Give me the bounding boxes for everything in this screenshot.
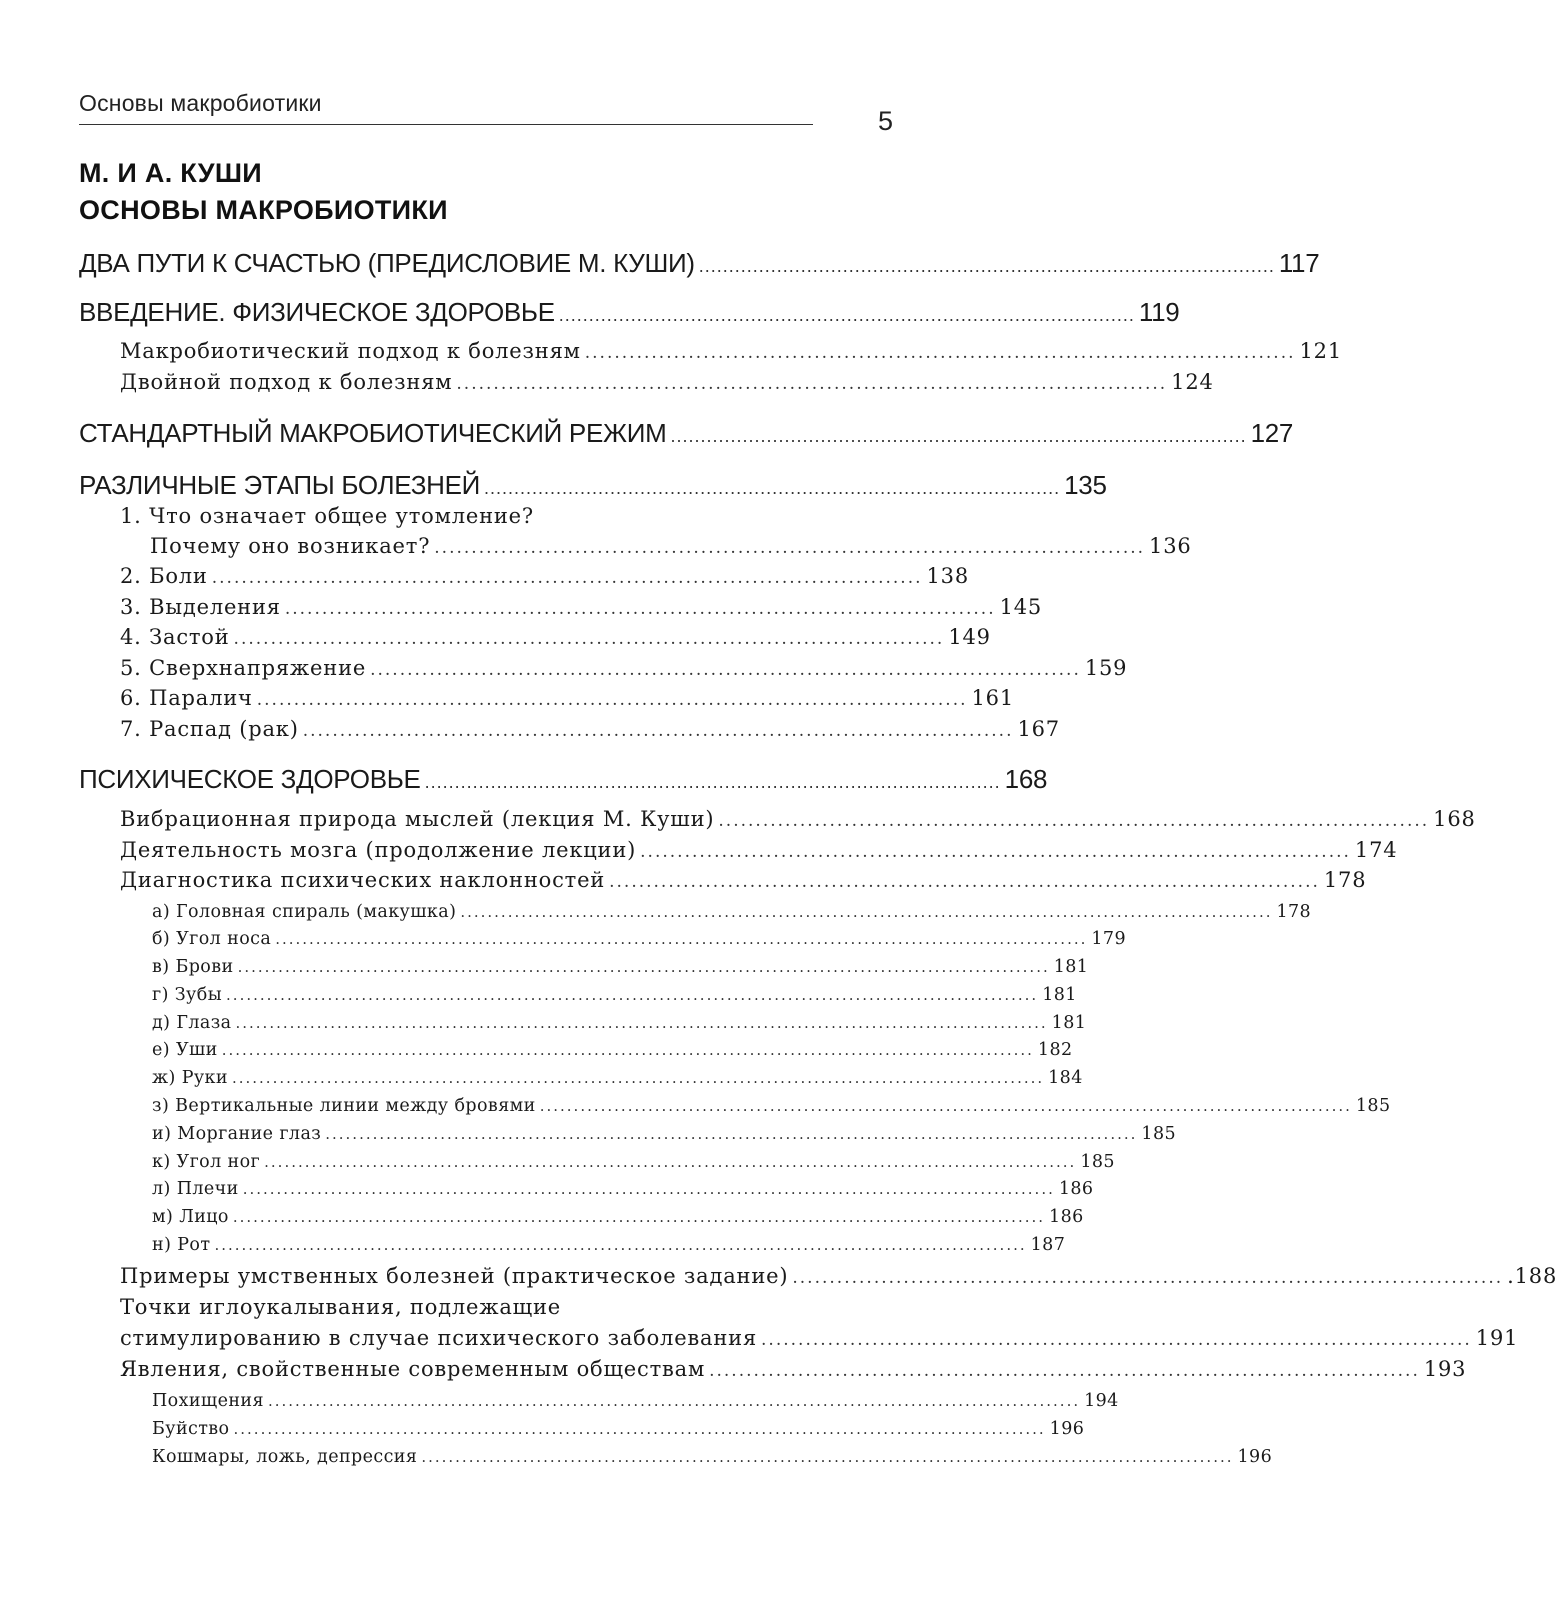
- toc-entry-label: 2. Боли: [120, 564, 208, 588]
- dot-leader: ........................................................................................................................: [231, 1069, 1045, 1087]
- toc-entry-page: 179: [1091, 929, 1126, 949]
- toc-subsubentry: [152, 1152, 1115, 1172]
- toc-entry-page: 191: [1475, 1326, 1519, 1350]
- toc-entry-page: 185: [1080, 1152, 1115, 1172]
- dot-leader: ................................................................................................: [761, 1330, 1472, 1350]
- toc-subentry: [120, 370, 1214, 394]
- dot-leader: ................................................................................................: [456, 374, 1168, 394]
- toc-entry-label: 7. Распад (рак): [120, 717, 299, 741]
- dot-leader: ........................................................................................................................: [460, 903, 1273, 921]
- toc-entry-label: Деятельность мозга (продолжение лекции): [120, 838, 637, 862]
- toc-entry-label: ж) Руки: [152, 1068, 228, 1088]
- toc-entry-label: Двойной подход к болезням: [120, 370, 453, 394]
- toc-entry-page: 182: [1037, 1040, 1073, 1060]
- toc-entry-label: Кошмары, ложь, депрессия: [152, 1447, 418, 1467]
- dot-leader: ........................................................................................................................: [235, 1014, 1048, 1032]
- toc-entry-page: 181: [1051, 1013, 1087, 1033]
- toc-subsubentry: [152, 1235, 1066, 1255]
- toc-entry-label: а) Головная спираль (макушка): [152, 902, 457, 922]
- toc-entry-label: г) Зубы: [152, 985, 223, 1005]
- toc-subsubentry: [152, 1447, 1273, 1467]
- dot-leader: ................................................................................................: [284, 599, 996, 619]
- dot-leader: ........................................................................................................................: [233, 1420, 1046, 1438]
- toc-entry-label: м) Лицо: [152, 1207, 229, 1227]
- running-title: Основы макробиотики: [79, 90, 322, 116]
- dot-leader: ................................................................................................: [558, 305, 1135, 325]
- toc-subentry-line: 1. Что означает общее утомление?: [120, 504, 534, 528]
- dot-leader: ........................................................................................................................: [232, 1208, 1046, 1226]
- toc-entry-label: 3. Выделения: [120, 595, 281, 619]
- toc-entry-page: 121: [1299, 339, 1342, 363]
- toc-entry-page: 178: [1323, 868, 1367, 892]
- toc-entry-page: 138: [926, 564, 969, 588]
- toc-entry-page: 159: [1084, 656, 1128, 680]
- toc-entry-regime: [79, 418, 1294, 449]
- toc-subentry-line: Точки иглоукалывания, подлежащие: [120, 1295, 562, 1319]
- toc-entry-label: е) Уши: [152, 1040, 218, 1060]
- toc-subsubentry: [152, 1179, 1094, 1199]
- toc-entry-label: к) Угол ног: [152, 1152, 261, 1172]
- toc-subsubentry: [152, 957, 1089, 977]
- toc-subentry: [120, 717, 1060, 741]
- dot-leader: ........................................................................................................................: [221, 1041, 1034, 1059]
- toc-entry-label: в) Брови: [152, 957, 234, 977]
- dot-leader: ................................................................................................: [256, 690, 968, 710]
- dot-leader: ................................................................................................: [424, 772, 1001, 792]
- toc-entry-page: 174: [1354, 838, 1398, 862]
- dot-leader: ........................................................................................................................: [237, 958, 1050, 976]
- toc-entry-label: Явления, свойственные современным обществам: [120, 1357, 706, 1381]
- toc-entry-label: 6. Паралич: [120, 686, 253, 710]
- dot-leader: ........................................................................................................................: [264, 1153, 1077, 1171]
- toc-subsubentry: [152, 1096, 1391, 1116]
- toc-entry-page: 145: [999, 595, 1043, 619]
- toc-subentry: [120, 339, 1342, 363]
- toc-entry-label: Буйство: [152, 1419, 230, 1439]
- toc-entry-page: 167: [1017, 717, 1060, 741]
- dot-leader: ........................................................................................................................: [267, 1392, 1081, 1410]
- toc-entry-page: 135: [1064, 470, 1107, 500]
- toc-subentry: [120, 656, 1128, 680]
- toc-subsubentry: [152, 902, 1312, 922]
- toc-entry-page: 178: [1276, 902, 1312, 922]
- toc-entry-page: 186: [1058, 1179, 1094, 1199]
- toc-entry-page: 181: [1053, 957, 1089, 977]
- toc-subentry: [120, 868, 1367, 892]
- toc-subsubentry: [152, 1068, 1083, 1088]
- page-number: 5: [878, 106, 894, 136]
- toc-entry-stages: [79, 470, 1107, 501]
- toc-subentry: [120, 807, 1476, 831]
- toc-entry-label: ВВЕДЕНИЕ. ФИЗИЧЕСКОЕ ЗДОРОВЬЕ: [79, 297, 555, 327]
- toc-entry-label: ПСИХИЧЕСКОЕ ЗДОРОВЬЕ: [79, 764, 421, 794]
- toc-subentry: [120, 1264, 1557, 1288]
- toc-entry-label: л) Плечи: [152, 1179, 239, 1199]
- toc-entry-page: 196: [1237, 1447, 1273, 1467]
- dot-leader: ........................................................................................................................: [214, 1236, 1027, 1254]
- toc-entry-label: н) Рот: [152, 1235, 211, 1255]
- toc-subsubentry: [152, 985, 1077, 1005]
- dot-leader: ................................................................................................: [718, 811, 1430, 831]
- dot-leader: ................................................................................................: [211, 568, 923, 588]
- toc-subsubentry: [152, 1391, 1119, 1411]
- toc-entry-page: 149: [948, 625, 991, 649]
- toc-entry-physical: [79, 297, 1180, 328]
- toc-entry-label: Макробиотический подход к болезням: [120, 339, 581, 363]
- toc-entry-page: 187: [1030, 1235, 1066, 1255]
- toc-entry-page: 194: [1084, 1391, 1119, 1411]
- toc-entry-page: 193: [1423, 1357, 1467, 1381]
- toc-subsubentry: [152, 1040, 1073, 1060]
- toc-entry-page: 184: [1048, 1068, 1083, 1088]
- dot-leader: ................................................................................................: [792, 1268, 1504, 1288]
- toc-entry-label: Примеры умственных болезней (практическое задание): [120, 1264, 789, 1288]
- toc-entry-page: 136: [1149, 534, 1192, 558]
- toc-entry-page: 127: [1250, 418, 1294, 448]
- toc-entry-label: РАЗЛИЧНЫЕ ЭТАПЫ БОЛЕЗНЕЙ: [79, 470, 481, 500]
- toc-entry-page: 168: [1433, 807, 1476, 831]
- dot-leader: ........................................................................................................................: [539, 1097, 1352, 1115]
- book-authors: М. И А. КУШИ: [79, 158, 262, 188]
- toc-subentry: [120, 595, 1043, 619]
- toc-subentry: [150, 534, 1192, 558]
- toc-entry-label: СТАНДАРТНЫЙ МАКРОБИОТИЧЕСКИЙ РЕЖИМ: [79, 418, 667, 448]
- dot-leader: ........................................................................................................................: [242, 1180, 1055, 1198]
- toc-entry-page: 124: [1171, 370, 1214, 394]
- toc-entry-page: 186: [1049, 1207, 1084, 1227]
- dot-leader: ................................................................................................: [233, 629, 945, 649]
- toc-entry-label: ДВА ПУТИ К СЧАСТЬЮ (ПРЕДИСЛОВИЕ М. КУШИ): [79, 248, 695, 278]
- toc-subentry: [120, 1326, 1519, 1350]
- toc-entry-label: и) Моргание глаз: [152, 1124, 322, 1144]
- toc-entry-label: стимулированию в случае психического заболевания: [120, 1326, 758, 1350]
- toc-entry-label: Почему оно возникает?: [150, 534, 431, 558]
- dot-leader: ................................................................................................: [698, 256, 1275, 276]
- toc-entry-page: .188: [1507, 1264, 1557, 1288]
- dot-leader: ................................................................................................: [434, 538, 1146, 558]
- toc-subentry: [120, 686, 1014, 710]
- toc-subentry: [120, 625, 991, 649]
- toc-entry-label: Диагностика психических наклонностей: [120, 868, 606, 892]
- toc-entry-label: 5. Сверхнапряжение: [120, 656, 367, 680]
- toc-entry-page: 119: [1138, 297, 1180, 327]
- toc-subentry: [120, 838, 1398, 862]
- toc-entry-intro: [79, 248, 1320, 279]
- toc-entry-page: 181: [1042, 985, 1077, 1005]
- toc-entry-label: Похищения: [152, 1391, 264, 1411]
- toc-entry-page: 185: [1355, 1096, 1391, 1116]
- toc-subsubentry: [152, 1013, 1087, 1033]
- toc-subsubentry: [152, 929, 1126, 949]
- toc-subentry: [120, 1357, 1467, 1381]
- toc-entry-label: 4. Застой: [120, 625, 230, 649]
- dot-leader: ................................................................................................: [484, 478, 1061, 498]
- dot-leader: ................................................................................................: [609, 872, 1320, 892]
- dot-leader: ................................................................................................: [302, 721, 1014, 741]
- dot-leader: ................................................................................................: [640, 842, 1351, 862]
- dot-leader: ................................................................................................: [370, 660, 1081, 680]
- toc-entry-label: б) Угол носа: [152, 929, 272, 949]
- toc-subsubentry: [152, 1124, 1177, 1144]
- toc-entry-label: д) Глаза: [152, 1013, 232, 1033]
- toc-entry-page: 168: [1004, 764, 1048, 794]
- toc-entry-page: 196: [1049, 1419, 1085, 1439]
- toc-entry-page: 117: [1278, 248, 1320, 278]
- toc-subsubentry: [152, 1419, 1085, 1439]
- toc-entry-label: Вибрационная природа мыслей (лекция М. Куши): [120, 807, 715, 831]
- header-rule: [79, 124, 813, 125]
- dot-leader: ........................................................................................................................: [275, 930, 1088, 948]
- toc-subentry: [120, 564, 969, 588]
- toc-entry-label: з) Вертикальные линии между бровями: [152, 1096, 536, 1116]
- dot-leader: ................................................................................................: [584, 343, 1296, 363]
- toc-subsubentry: [152, 1207, 1084, 1227]
- dot-leader: ........................................................................................................................: [325, 1125, 1138, 1143]
- toc-entry-mental: [79, 764, 1048, 795]
- toc-entry-page: 161: [971, 686, 1014, 710]
- book-title: ОСНОВЫ МАКРОБИОТИКИ: [79, 195, 448, 225]
- dot-leader: ........................................................................................................................: [421, 1448, 1234, 1466]
- dot-leader: ................................................................................................: [709, 1361, 1420, 1381]
- toc-entry-page: 185: [1141, 1124, 1177, 1144]
- dot-leader: ........................................................................................................................: [226, 986, 1039, 1004]
- dot-leader: ................................................................................................: [670, 426, 1247, 446]
